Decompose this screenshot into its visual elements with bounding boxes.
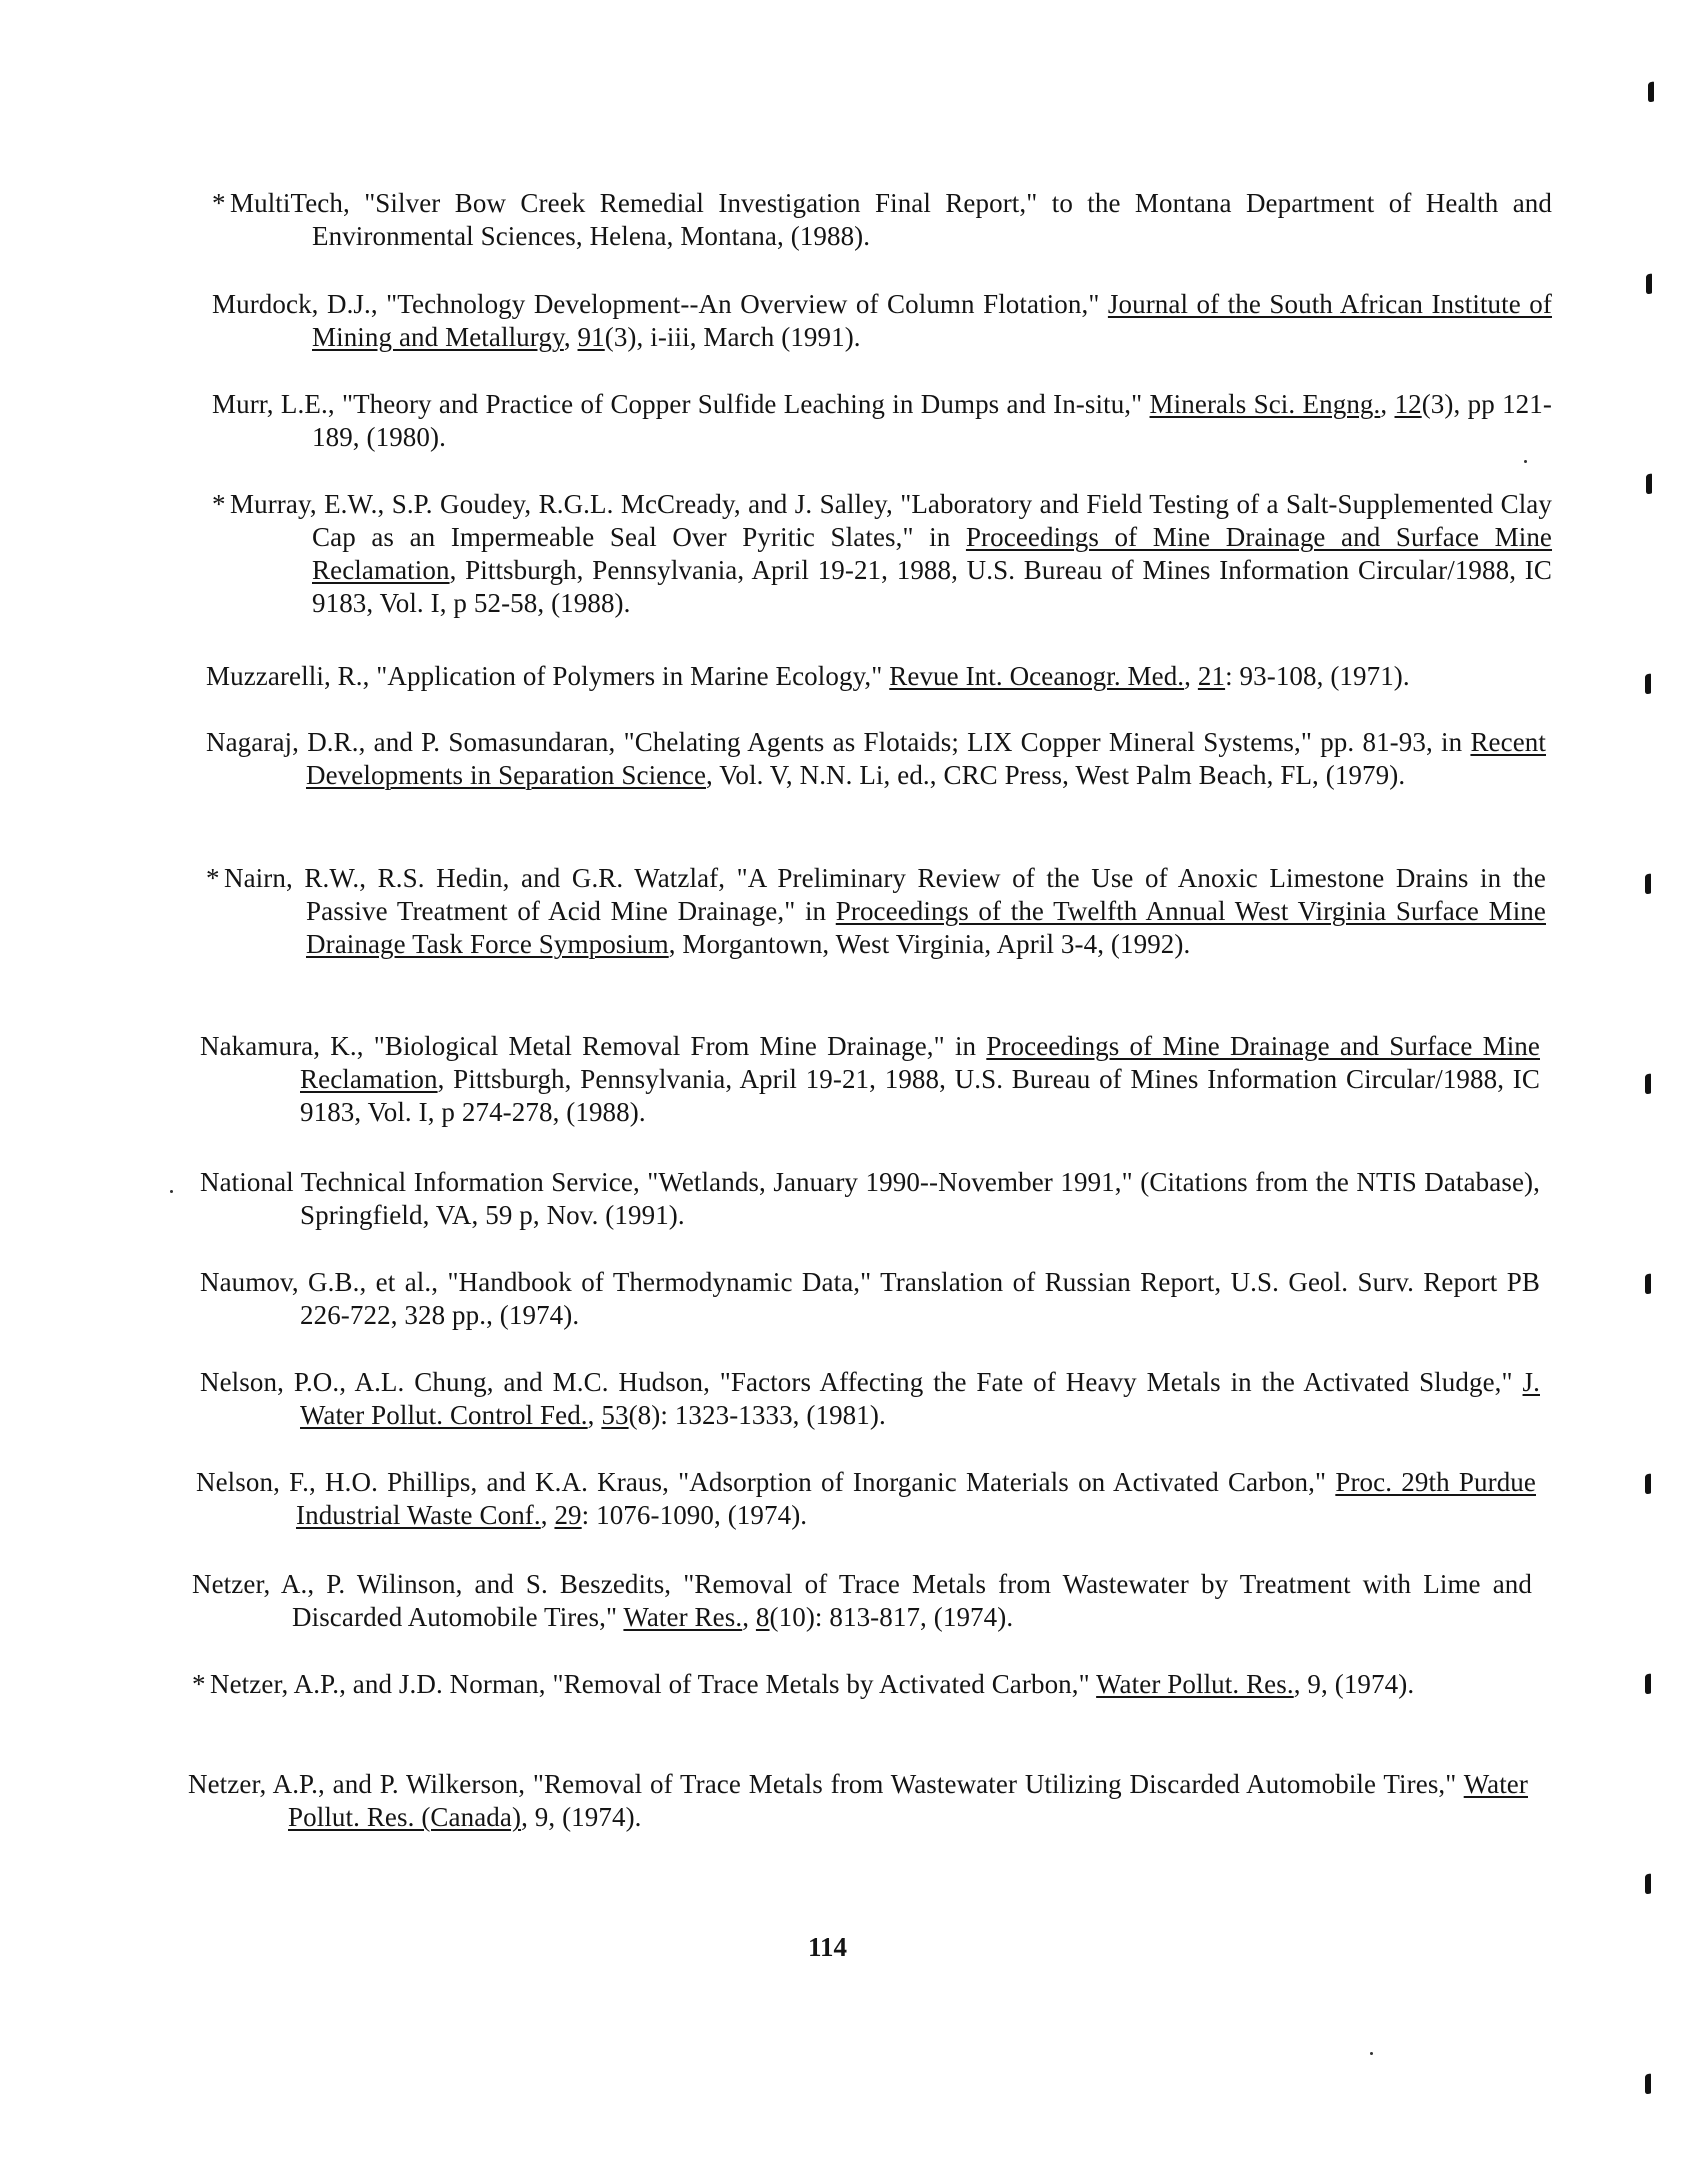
- reference-text: Netzer, A., P. Wilinson, and S. Beszedits, "Removal of Trace Metals from Wastewater by Treatment with Lime and Discarded Automobile Tires," Water Res., 8(10): 813-817, (1974).: [192, 1569, 1532, 1632]
- reference-entry: [206, 660, 1546, 693]
- reference-star-marker: *: [192, 1669, 206, 1699]
- reference-text: Murr, L.E., "Theory and Practice of Copper Sulfide Leaching in Dumps and In-situ," Minerals Sci. Engng., 12(3), pp 121-189, (1980).: [212, 389, 1552, 452]
- scan-speck: [1524, 460, 1527, 463]
- underlined-title: J. Water Pollut. Control Fed.: [300, 1367, 1540, 1430]
- scan-mark: [1645, 873, 1651, 894]
- underlined-title: Proceedings of Mine Drainage and Surface Mine Reclamation: [312, 522, 1553, 585]
- reference-entry: [212, 488, 1552, 620]
- reference-entry: [200, 1166, 1540, 1232]
- reference-entry: [192, 1568, 1532, 1634]
- reference-text: Nelson, P.O., A.L. Chung, and M.C. Hudson, "Factors Affecting the Fate of Heavy Metals in the Activated Sludge," J. Water Pollut. Control Fed., 53(8): 1323-1333, (1981).: [200, 1367, 1540, 1430]
- scan-speck: [1370, 2052, 1373, 2055]
- reference-entry: [192, 1668, 1532, 1701]
- underlined-title: Proceedings of Mine Drainage and Surface Mine Reclamation: [300, 1031, 1540, 1094]
- scan-mark: [1645, 2073, 1651, 2094]
- reference-text: National Technical Information Service, "Wetlands, January 1990--November 1991," (Citations from the NTIS Database), Springfield, VA, 59 p, Nov. (1991).: [200, 1167, 1540, 1230]
- scan-speck: [170, 1190, 173, 1193]
- reference-text: Netzer, A.P., and J.D. Norman, "Removal of Trace Metals by Activated Carbon," Water Pollut. Res., 9, (1974).: [210, 1669, 1415, 1699]
- underlined-title: Revue Int. Oceanogr. Med.: [889, 661, 1185, 691]
- reference-text: Murray, E.W., S.P. Goudey, R.G.L. McCready, and J. Salley, "Laboratory and Field Testing of a Salt-Supplemented Clay Cap as an Impermeable Seal Over Pyritic Slates," in Proceedings of Mine Drainage and Surface Mine Reclamation, Pittsburgh, Pennsylvania, April 19-21, 1988, U.S. Bureau of Mines Information Circular/1988, IC 9183, Vol. I, p 52-58, (1988).: [230, 489, 1553, 618]
- reference-entry: [212, 388, 1552, 454]
- reference-text: Naumov, G.B., et al., "Handbook of Thermodynamic Data," Translation of Russian Report, U.S. Geol. Surv. Report PB 226-722, 328 pp., (1974).: [200, 1267, 1540, 1330]
- reference-entry: [212, 187, 1552, 253]
- scan-mark: [1648, 81, 1654, 102]
- underlined-title: 21: [1197, 661, 1226, 691]
- scan-mark: [1645, 1273, 1651, 1294]
- underlined-title: 91: [577, 322, 605, 352]
- page-number: 114: [808, 1932, 848, 1962]
- reference-entry: [212, 288, 1552, 354]
- scan-mark: [1645, 1673, 1651, 1694]
- reference-star-marker: *: [206, 863, 220, 893]
- reference-entry: [196, 1466, 1536, 1532]
- reference-text: Nagaraj, D.R., and P. Somasundaran, "Chelating Agents as Flotaids; LIX Copper Mineral Systems," pp. 81-93, in Recent Developments in Separation Science, Vol. V, N.N. Li, ed., CRC Press, West Palm Beach, FL, (1979).: [206, 727, 1546, 790]
- reference-entry: [200, 1266, 1540, 1332]
- reference-text: Netzer, A.P., and P. Wilkerson, "Removal of Trace Metals from Wastewater Utilizing Discarded Automobile Tires," Water Pollut. Res. (Canada), 9, (1974).: [188, 1769, 1528, 1832]
- reference-entry: [200, 1030, 1540, 1129]
- scan-mark: [1645, 1873, 1651, 1894]
- scan-mark: [1645, 1073, 1651, 1094]
- reference-text: Murdock, D.J., "Technology Development--An Overview of Column Flotation," Journal of the South African Institute of Mining and Metallurgy, 91(3), i-iii, March (1991).: [212, 289, 1552, 352]
- reference-text: Nakamura, K., "Biological Metal Removal From Mine Drainage," in Proceedings of Mine Drainage and Surface Mine Reclamation, Pittsburgh, Pennsylvania, April 19-21, 1988, U.S. Bureau of Mines Information Circular/1988, IC 9183, Vol. I, p 274-278, (1988).: [200, 1031, 1540, 1127]
- reference-text: Muzzarelli, R., "Application of Polymers in Marine Ecology," Revue Int. Oceanogr. Med., 21: 93-108, (1971).: [206, 661, 1410, 691]
- underlined-title: Water Res.: [623, 1602, 743, 1632]
- underlined-title: Proc. 29th Purdue Industrial Waste Conf.: [296, 1467, 1536, 1530]
- reference-text: Nelson, F., H.O. Phillips, and K.A. Kraus, "Adsorption of Inorganic Materials on Activated Carbon," Proc. 29th Purdue Industrial Waste Conf., 29: 1076-1090, (1974).: [196, 1467, 1536, 1530]
- reference-text: Nairn, R.W., R.S. Hedin, and G.R. Watzlaf, "A Preliminary Review of the Use of Anoxic Limestone Drains in the Passive Treatment of Acid Mine Drainage," in Proceedings of the Twelfth Annual West Virginia Surface Mine Drainage Task Force Symposium, Morgantown, West Virginia, April 3-4, (1992).: [224, 863, 1546, 959]
- underlined-title: Recent Developments in Separation Science: [306, 727, 1546, 790]
- underlined-title: Minerals Sci. Engng.: [1149, 389, 1381, 419]
- underlined-title: 29: [554, 1500, 582, 1530]
- reference-entry: [188, 1768, 1528, 1834]
- underlined-title: 8: [755, 1602, 770, 1632]
- underlined-title: Journal of the South African Institute of Mining and Metallurgy: [312, 289, 1552, 352]
- reference-star-marker: *: [212, 188, 226, 218]
- scan-mark: [1646, 273, 1652, 294]
- reference-entry: [200, 1366, 1540, 1432]
- underlined-title: Water Pollut. Res. (Canada): [288, 1769, 1528, 1832]
- underlined-title: Proceedings of the Twelfth Annual West Virginia Surface Mine Drainage Task Force Symposium: [306, 896, 1546, 959]
- reference-entry: [206, 726, 1546, 792]
- reference-entry: [206, 862, 1546, 961]
- scan-mark: [1645, 1473, 1651, 1494]
- underlined-title: 12: [1394, 389, 1422, 419]
- underlined-title: 53: [601, 1400, 629, 1430]
- reference-star-marker: *: [212, 489, 226, 519]
- scan-mark: [1645, 673, 1651, 694]
- underlined-title: Water Pollut. Res.: [1096, 1669, 1294, 1699]
- reference-text: MultiTech, "Silver Bow Creek Remedial Investigation Final Report," to the Montana Department of Health and Environmental Sciences, Helena, Montana, (1988).: [230, 188, 1552, 251]
- scan-mark: [1646, 473, 1652, 494]
